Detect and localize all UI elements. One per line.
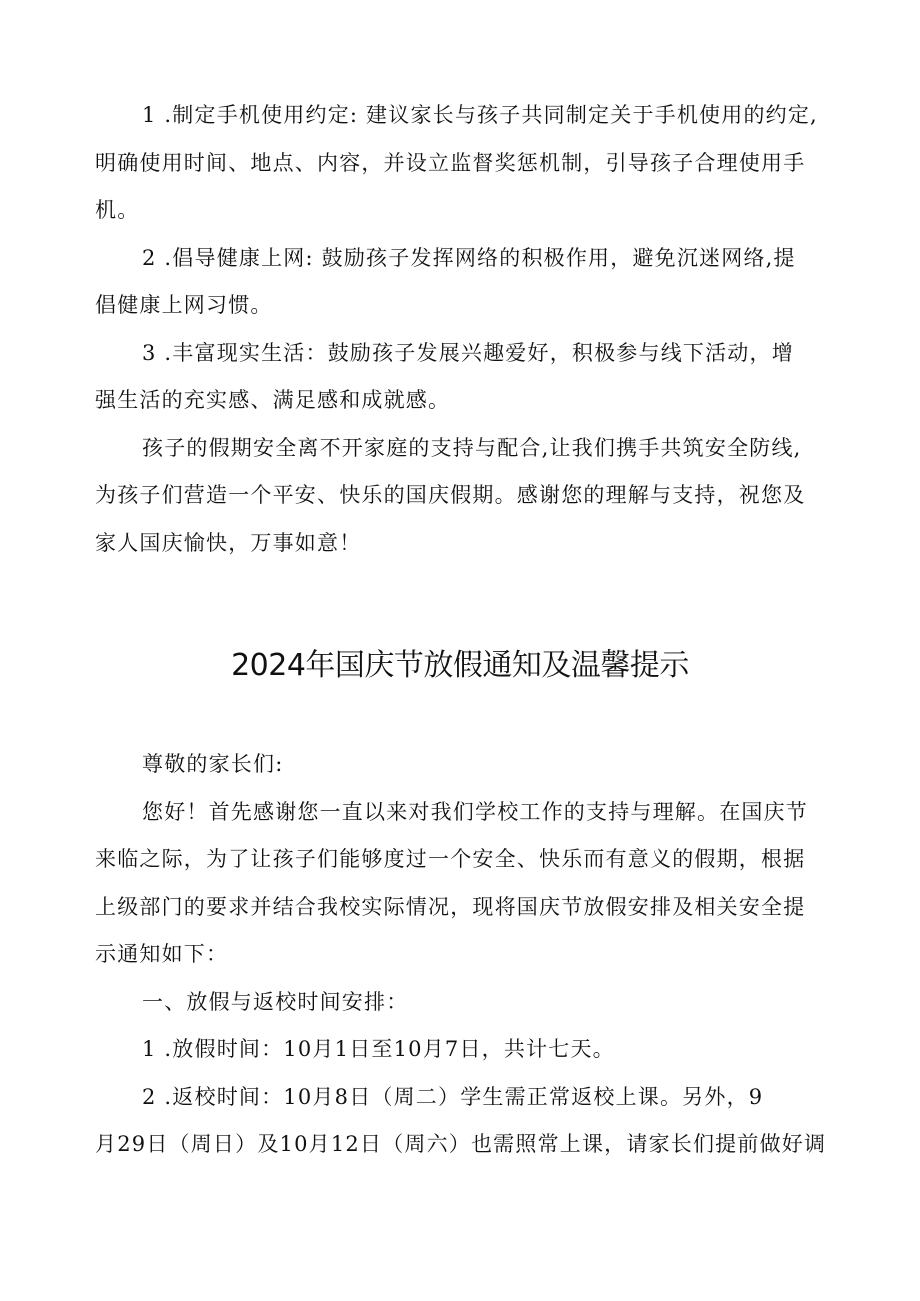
item3-line2: 强生活的充实感、满足感和成就感。 xyxy=(95,388,451,412)
intro-line1: 您好！首先感谢您一直以来对我们学校工作的支持与理解。在国庆节 xyxy=(142,799,808,824)
closing-line3: 家人国庆愉快，万事如意！ xyxy=(95,530,362,555)
section1-heading: 一、放假与返校时间安排： xyxy=(142,989,409,1014)
item3-line1: 3 .丰富现实生活：鼓励孩子发展兴趣爱好，积极参与线下活动，增 xyxy=(142,340,794,365)
section1-item1: 1 .放假时间：10月1日至10月7日，共计七天。 xyxy=(142,1037,615,1061)
section1-item2-line2: 月29日（周日）及10月12日（周六）也需照常上课，请家长们提前做好调 xyxy=(95,1132,827,1156)
section1-item2-line1: 2 .返校时间：10月8日（周二）学生需正常返校上课。另外，9 xyxy=(142,1084,764,1109)
intro-line2: 来临之际，为了让孩子们能够度过一个安全、快乐而有意义的假期，根据 xyxy=(95,847,806,871)
intro-line4: 示通知如下： xyxy=(95,942,229,966)
upper-section xyxy=(95,92,829,567)
notice-body xyxy=(95,741,829,1169)
item1-line3: 机。 xyxy=(95,198,140,222)
item1-line2: 明确使用时间、地点、内容，并设立监督奖惩机制，引导孩子合理使用手 xyxy=(95,150,806,175)
page-title: 2024年国庆节放假通知及温馨提示 xyxy=(231,648,689,683)
closing-line2: 为孩子们营造一个平安、快乐的国庆假期。感谢您的理解与支持，祝您及 xyxy=(95,483,806,507)
item2-line2: 倡健康上网习惯。 xyxy=(95,293,273,317)
closing-line1: 孩子的假期安全离不开家庭的支持与配合,让我们携手共筑安全防线, xyxy=(142,435,802,460)
intro-line3: 上级部门的要求并结合我校实际情况，现将国庆节放假安排及相关安全提 xyxy=(95,894,806,919)
item1-line1: 1 .制定手机使用约定: 建议家长与孩子共同制定关于手机使用的约定, xyxy=(142,103,818,127)
salutation: 尊敬的家长们: xyxy=(142,752,284,776)
item2-line1: 2 .倡导健康上网: 鼓励孩子发挥网络的积极作用，避免沉迷网络,提 xyxy=(142,245,796,270)
